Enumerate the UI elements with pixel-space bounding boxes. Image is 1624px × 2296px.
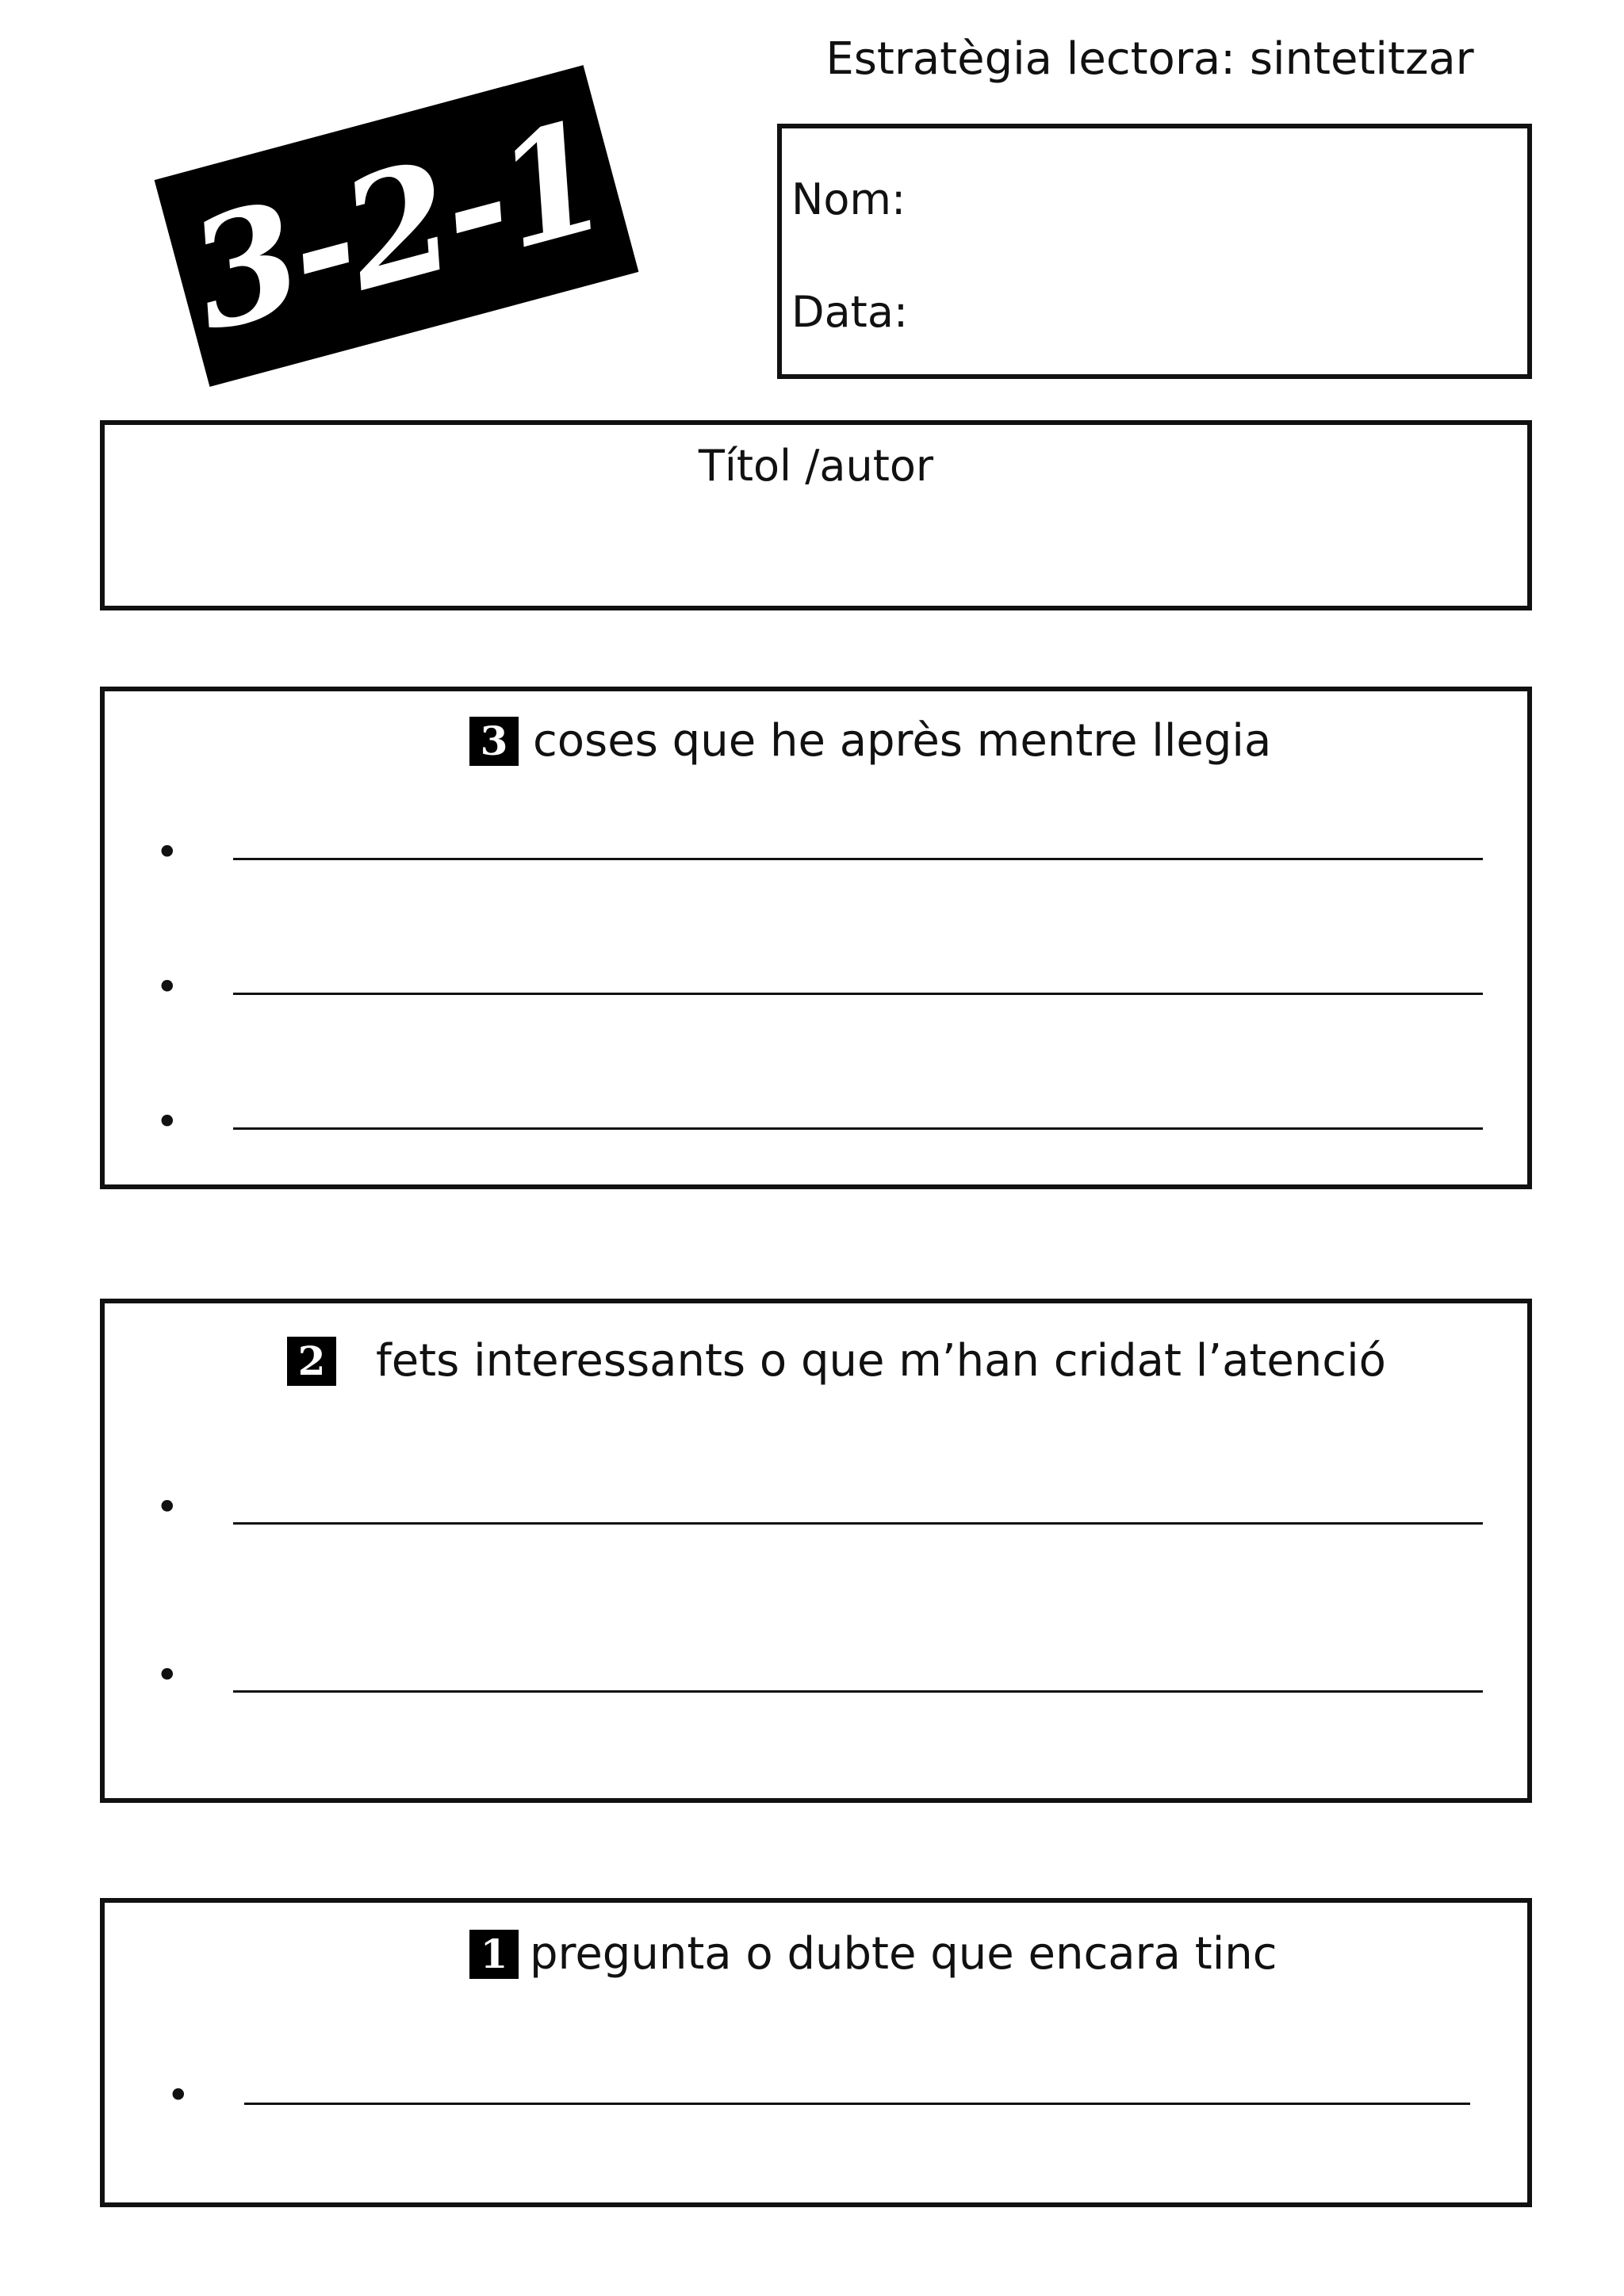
section-three-things — [100, 687, 1532, 1189]
section-one-text: pregunta o dubte que encara tinc — [530, 1928, 1277, 1980]
answer-line[interactable] — [244, 2103, 1470, 2105]
bullet: • — [155, 964, 179, 1010]
section-one-heading — [105, 1928, 1624, 1980]
section-three-heading — [105, 715, 1624, 767]
bullet: • — [167, 2072, 190, 2118]
answer-line[interactable] — [233, 993, 1483, 995]
section-three-text: coses que he après mentre llegia — [533, 715, 1272, 767]
logo-3-2-1 — [155, 65, 639, 387]
section-two-text: fets interessants o que m’han cridat l’atenció — [376, 1335, 1386, 1387]
answer-line[interactable] — [233, 1690, 1483, 1693]
section-two-heading — [105, 1335, 1624, 1387]
answer-line[interactable] — [233, 1522, 1483, 1525]
title-author-box[interactable] — [100, 420, 1532, 610]
number-badge-1: 1 — [469, 1930, 519, 1979]
date-field-label: Data: — [791, 287, 909, 337]
bullet: • — [155, 1099, 179, 1145]
section-two-facts — [100, 1299, 1532, 1803]
answer-line[interactable] — [233, 858, 1483, 860]
student-info-box — [777, 124, 1532, 379]
section-one-question — [100, 1898, 1532, 2207]
answer-line[interactable] — [233, 1127, 1483, 1130]
bullet: • — [155, 1484, 179, 1530]
bullet: • — [155, 1652, 179, 1698]
number-badge-3: 3 — [469, 717, 519, 766]
title-author-label: Títol /autor — [698, 441, 934, 491]
strategy-title: Estratègia lectora: sintetitzar — [825, 33, 1474, 85]
bullet: • — [155, 829, 179, 875]
name-field-label: Nom: — [791, 174, 906, 224]
logo-text: 3-2-1 — [172, 86, 621, 365]
number-badge-2: 2 — [287, 1337, 336, 1386]
